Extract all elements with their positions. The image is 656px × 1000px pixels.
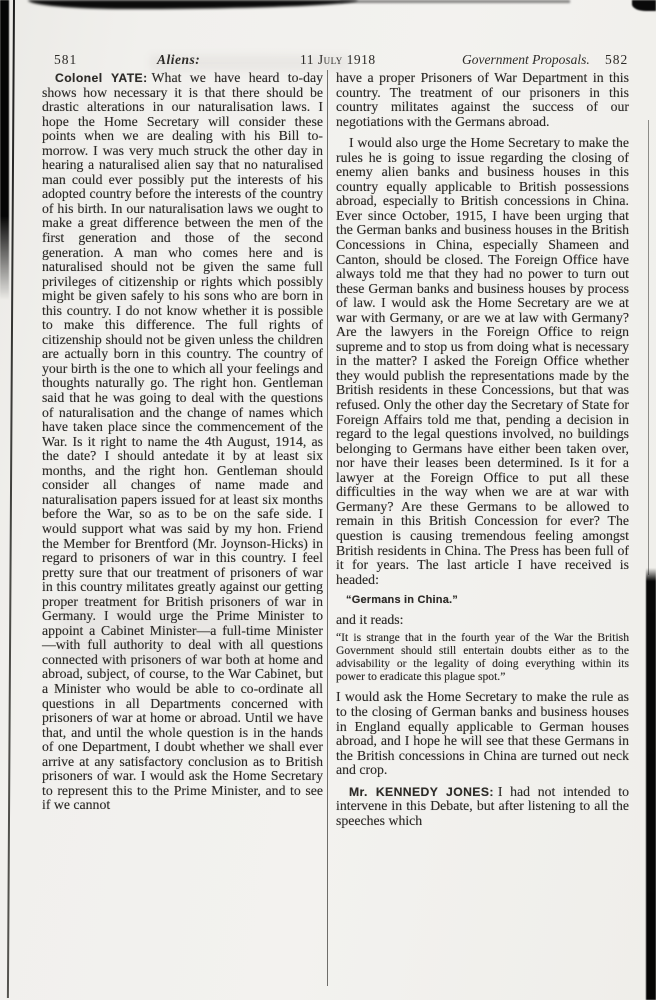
page-edge-line-right xyxy=(648,120,649,575)
header-right-title: Government Proposals. xyxy=(462,52,590,67)
scan-edge-left xyxy=(0,0,9,300)
reads-label: and it reads: xyxy=(336,611,404,627)
running-header xyxy=(42,52,630,70)
speech-text-jones: I had not intended to intervene in this Debate, but after listening to all the speeches which xyxy=(336,783,629,828)
speaker-name-yate: Colonel YATE: xyxy=(55,71,148,85)
speech-colonel-yate xyxy=(42,71,323,813)
paragraph-china-concessions: I would also urge the Home Secretary to make the rules he is going to issue regarding the closing of enemy alien banks and business houses in this country equally applicable to British possessions abroad, especially to British concessions in China. Ever since October, 1915, I have been urging that the German banks and business houses in the British Concessions in China, especially Shameen and Canton, should be closed. The Foreign Office have always told me that they had no power to turn out these German banks and business houses by process of law. I would ask the Home Secretary are we at war with Germany, or are we at law with Germany? Are the lawyers in the Foreign Office to reign supreme and to stop us from doing what is necessary in the matter? I asked the Foreign Office whether they would publish the representations made by the British residents in these Concessions, but that was refused. Only the other day the Secretary of State for Foreign Affairs told me that, pending a decision in regard to the legal questions involved, no buildings belonging to Germans have either been taken over, nor have their leases been determined. Is it for a lawyer at the Foreign Office to put all these difficulties in the way when we are at war with Germany? Are these Germans to be allowed to remain in this British Concession for ever? The question is causing tremendous feeling amongst British residents in China. The Press has been full of it for years. The last article I have received is headed: xyxy=(336,135,629,587)
speaker-name-jones: Mr. KENNEDY JONES: xyxy=(349,784,494,799)
speech-kennedy-jones xyxy=(336,785,629,829)
paragraph-closing-rule: I would ask the Home Secretary to make the rule as to the closing of German banks and business houses in England equally applicable to German houses abroad, and I hope he will see that these Germans in the British concessions in China are turned out neck and crop. xyxy=(336,689,629,778)
scan-smudge-top-right xyxy=(632,0,656,11)
page-number-right: 582 xyxy=(605,52,629,67)
left-column xyxy=(42,71,323,813)
article-heading: “Germans in China.” xyxy=(346,594,458,607)
article-quote: “It is strange that in the fourth year of the War the British Government should still entertain doubts either as to the advisability or the legality of doing everything within its power to eradicate this plague spot.” xyxy=(336,631,629,683)
paragraph-continuation: have a proper Prisoners of War Department in this country. The treatment of our prisoners in this country militates against the success of our negotiations with the Germans abroad. xyxy=(336,70,629,129)
scan-smudge-top xyxy=(28,0,358,9)
right-column xyxy=(336,71,629,828)
header-title: Aliens: xyxy=(157,52,201,67)
speech-text-yate: What we have heard to-day shows how necessary it is that there should be drastic alterations in our naturalisation laws. I hope the Home Secretary will consider these points when we are dealing with his Bill to-morrow. I was very much struck the other day in hearing a naturalised alien say that no naturalised man could ever possibly put the interests of his adopted country before the interests of the country of his birth. In our naturalisation laws we ought to make a great difference between the men of the first generation and those of the second generation. A man who comes here and is naturalised should not be given the same full privileges of citizenship or rights which possibly might be given safely to his sons who are born in this country. I do not know whether it is possible to make this difference. The full rights of citizenship should not be given unless the children are actually born in this country. The country of your birth is the one to which all your feelings and thoughts naturally go. The right hon. Gentleman said that he was going to deal with the questions of naturalisation and the change of names which have taken place since the commencement of the War. Is it right to name the 4th August, 1914, as the date? I should antedate it by at least six months, and the right hon. Gentleman should consider all changes of name made and naturalisation papers issued for at least six months before the War, so as to be on the safe side. I would support what was said by my hon. Friend the Member for Brentford (Mr. Joynson-Hicks) in regard to prisoners of war in this country. I feel pretty sure that our treatment of prisoners of war in this country militates greatly against our getting proper treatment for British prisoners of war in Germany. I would urge the Prime Minister to appoint a Cabinet Minister—a full-time Minister—with full authority to deal with all questions connected with prisoners of war both at home and abroad, subject, of course, to the War Cabinet, but a Minister who would be able to co-ordinate all questions in all Departments concerned with prisoners of war at home or abroad. Until we have that, and until the whole question is in the hands of one Department, I doubt whether we shall ever arrive at any satisfactory conclusion as to British prisoners of war. I would ask the Home Secretary to represent this to the Prime Minister, and to see if we cannot xyxy=(42,70,323,813)
page-number-left: 581 xyxy=(54,52,78,67)
header-date: 11 July 1918 xyxy=(300,52,376,67)
scan-smudge-top-tail xyxy=(340,0,570,3)
scan-edge-right xyxy=(646,568,656,1000)
column-divider-rule xyxy=(327,70,328,986)
